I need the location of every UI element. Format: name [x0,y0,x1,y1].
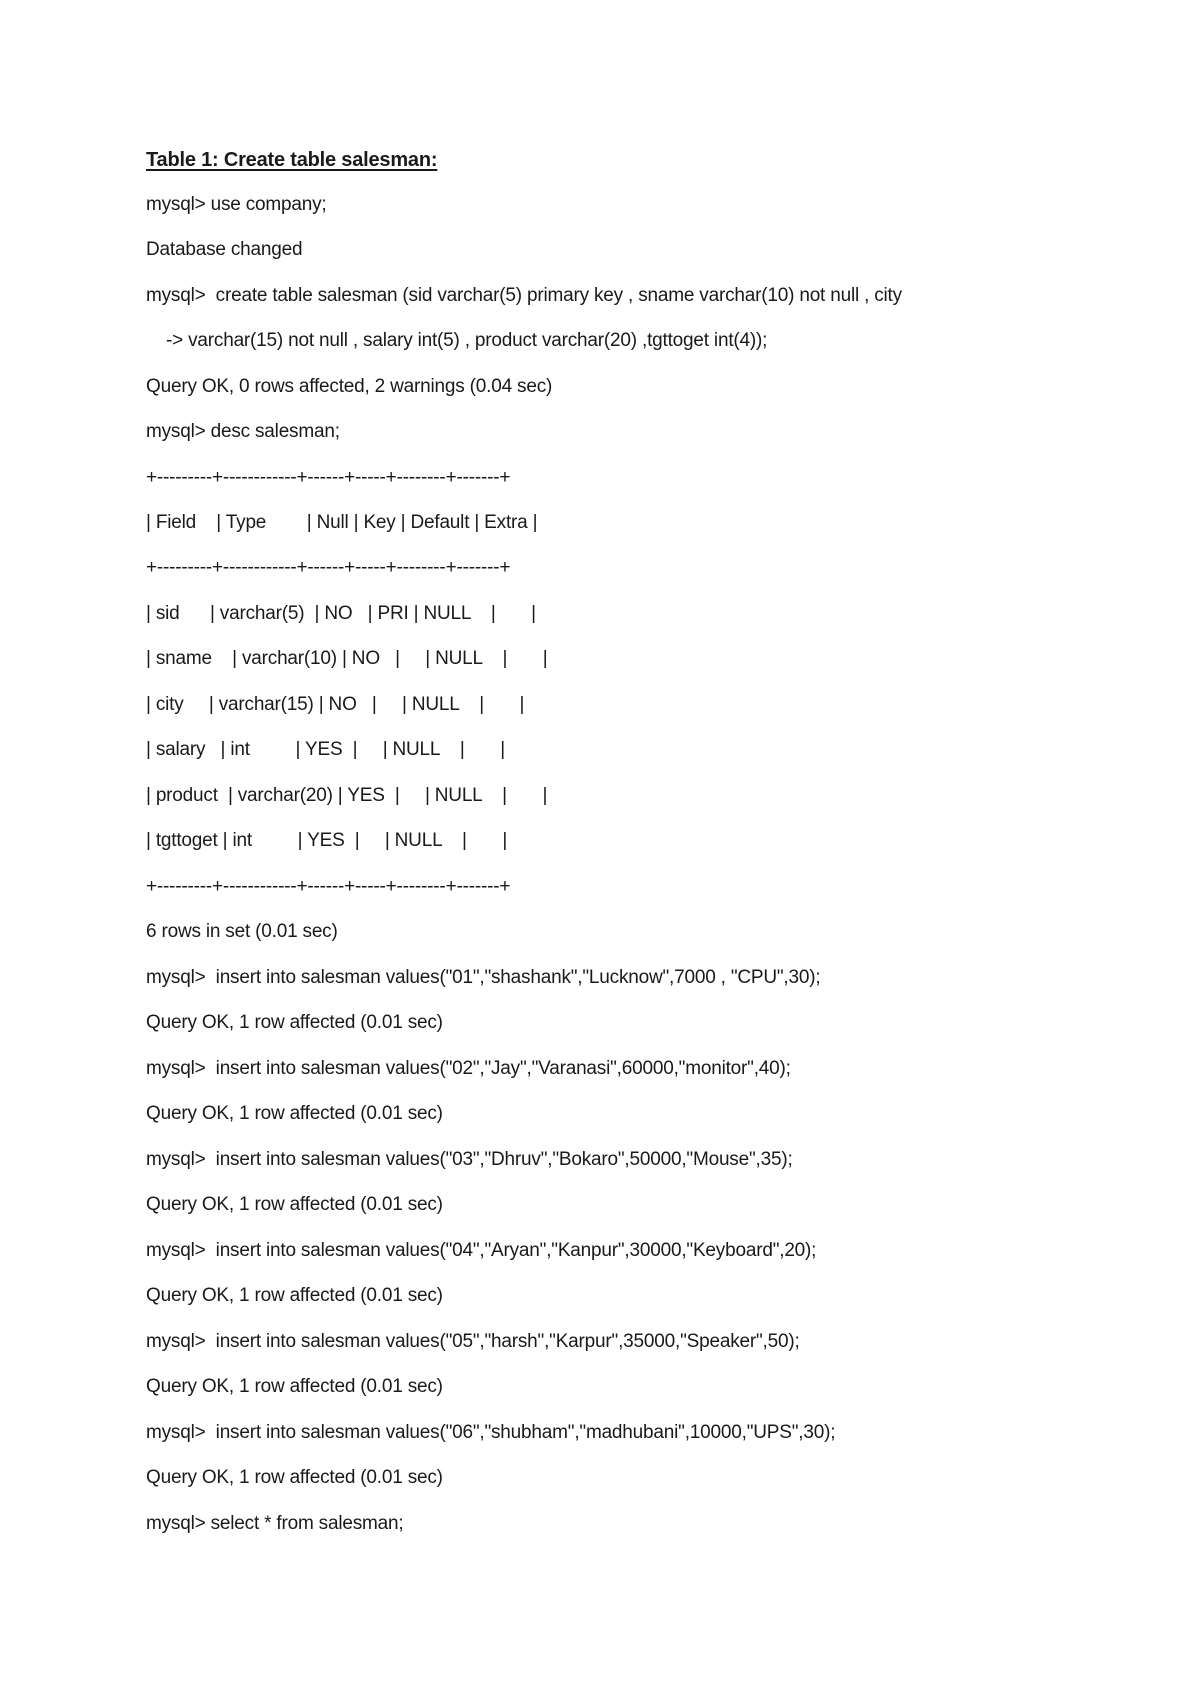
command-select-all: mysql> select * from salesman; [146,1513,404,1534]
table-row: | city | varchar(15) | NO | | NULL | | [146,694,525,715]
output-create-table: Query OK, 0 rows affected, 2 warnings (0.04 sec) [146,376,553,397]
command-insert-row: mysql> insert into salesman values("01","shashank","Lucknow",7000 , "CPU",30); [146,967,821,988]
table-row: | sname | varchar(10) | NO | | NULL | | [146,648,548,669]
section-heading: Table 1: Create table salesman: [146,149,438,171]
table-row: | tgttoget | int | YES | | NULL | | [146,830,508,851]
table-row: | sid | varchar(5) | NO | PRI | NULL | | [146,603,536,624]
command-insert-row: mysql> insert into salesman values("02","Jay","Varanasi",60000,"monitor",40); [146,1058,791,1079]
command-use-company: mysql> use company; [146,194,327,215]
output-query-ok: Query OK, 1 row affected (0.01 sec) [146,1285,443,1306]
output-query-ok: Query OK, 1 row affected (0.01 sec) [146,1376,443,1397]
command-desc-table: mysql> desc salesman; [146,421,340,442]
output-query-ok: Query OK, 1 row affected (0.01 sec) [146,1012,443,1033]
command-insert-row: mysql> insert into salesman values("05","harsh","Karpur",35000,"Speaker",50); [146,1331,800,1352]
command-create-table: mysql> create table salesman (sid varchar(5) primary key , sname varchar(10) not null , city [146,285,902,306]
output-query-ok: Query OK, 1 row affected (0.01 sec) [146,1103,443,1124]
command-insert-row: mysql> insert into salesman values("03","Dhruv","Bokaro",50000,"Mouse",35); [146,1149,793,1170]
table-border-bottom: +---------+------------+------+-----+--------+-------+ [146,876,511,897]
command-insert-row: mysql> insert into salesman values("06","shubham","madhubani",10000,"UPS",30); [146,1422,836,1443]
table-header-row: | Field | Type | Null | Key | Default | Extra | [146,512,538,533]
command-create-table-continued: -> varchar(15) not null , salary int(5) , product varchar(20) ,tgttoget int(4)); [166,330,768,351]
output-rows-in-set: 6 rows in set (0.01 sec) [146,921,338,942]
output-database-changed: Database changed [146,239,303,260]
table-row: | salary | int | YES | | NULL | | [146,739,505,760]
output-query-ok: Query OK, 1 row affected (0.01 sec) [146,1194,443,1215]
table-border-top: +---------+------------+------+-----+--------+-------+ [146,467,511,488]
output-query-ok: Query OK, 1 row affected (0.01 sec) [146,1467,443,1488]
command-insert-row: mysql> insert into salesman values("04","Aryan","Kanpur",30000,"Keyboard",20); [146,1240,817,1261]
table-border-header: +---------+------------+------+-----+--------+-------+ [146,557,511,578]
table-row: | product | varchar(20) | YES | | NULL | | [146,785,548,806]
